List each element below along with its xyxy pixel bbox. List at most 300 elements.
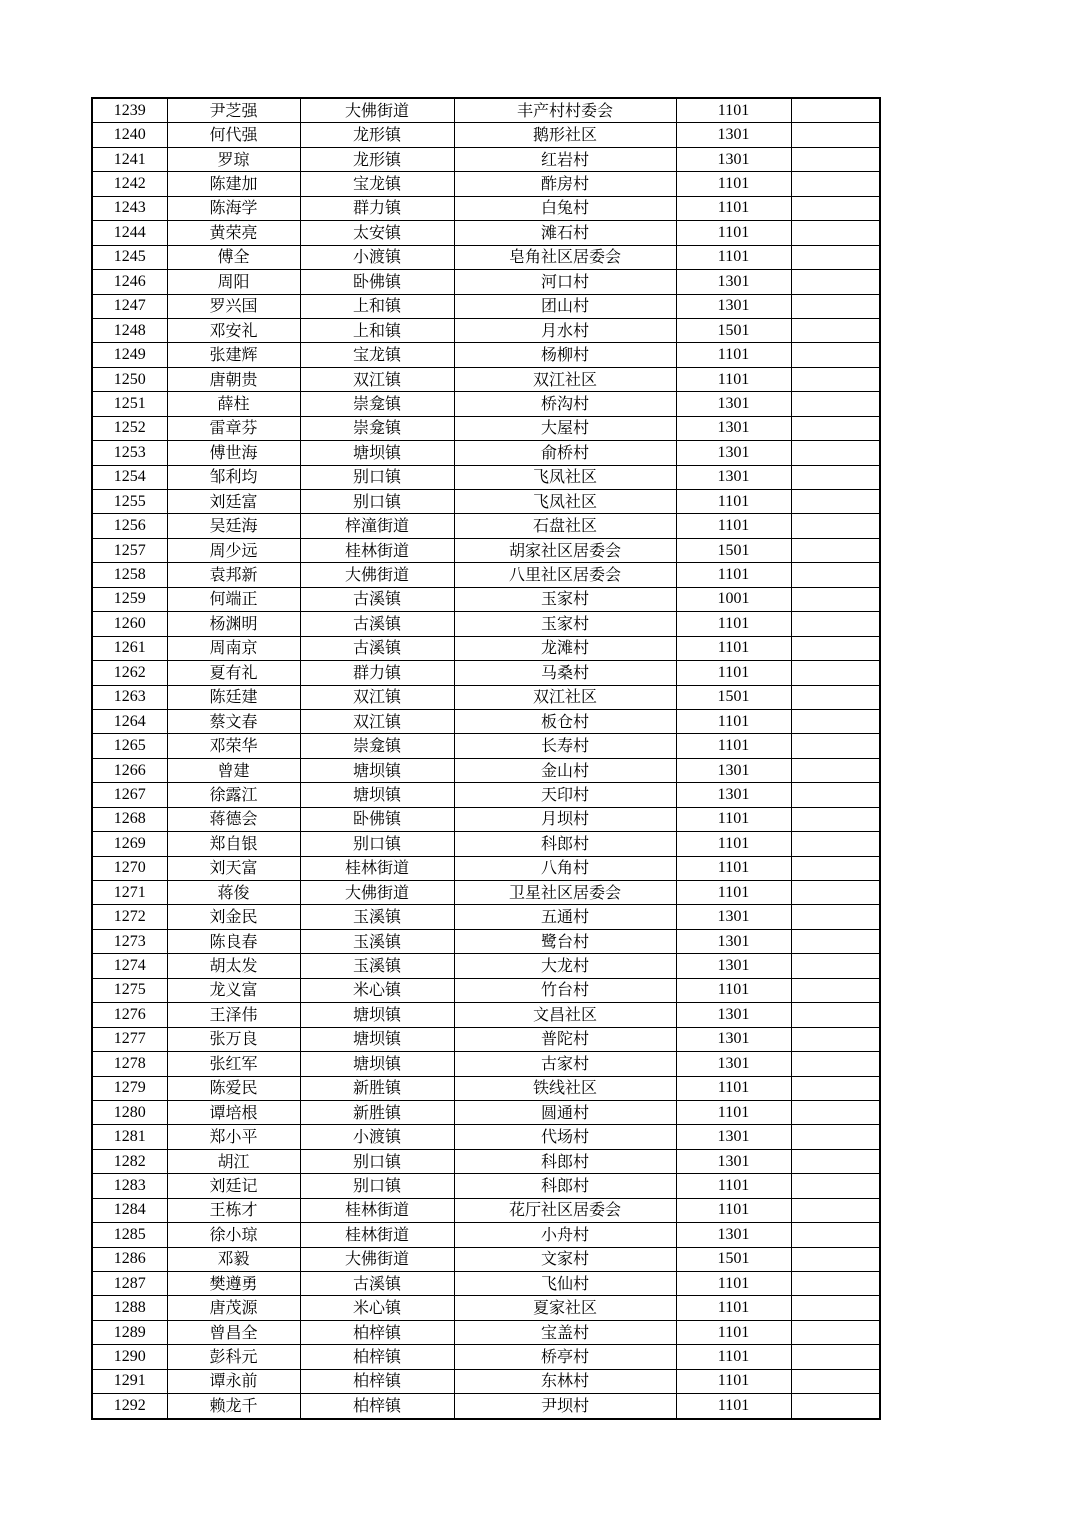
village-cell: 飞凤社区 [454,490,676,514]
township-cell: 柏梓镇 [300,1394,454,1419]
name-cell: 刘金民 [167,905,300,929]
township-cell: 小渡镇 [300,1125,454,1149]
township-cell: 卧佛镇 [300,807,454,831]
row-number-cell: 1262 [92,661,167,685]
table-row [92,318,880,342]
table-row [92,709,880,733]
code-cell: 1501 [676,1247,791,1271]
name-cell: 陈爱民 [167,1076,300,1100]
table-row [92,685,880,709]
township-cell: 大佛街道 [300,881,454,905]
note-cell [791,490,880,514]
village-cell: 桥沟村 [454,392,676,416]
code-cell: 1101 [676,709,791,733]
row-number-cell: 1243 [92,196,167,220]
township-cell: 别口镇 [300,1149,454,1173]
village-cell: 长寿村 [454,734,676,758]
code-cell: 1301 [676,1027,791,1051]
code-cell: 1101 [676,1320,791,1344]
table-row [92,343,880,367]
village-cell: 八角村 [454,856,676,880]
table-row [92,1100,880,1124]
code-cell: 1101 [676,734,791,758]
name-cell: 周阳 [167,270,300,294]
code-cell: 1301 [676,270,791,294]
village-cell: 竹台村 [454,978,676,1002]
township-cell: 群力镇 [300,661,454,685]
table-row [92,881,880,905]
table-row [92,856,880,880]
table-row [92,1247,880,1271]
name-cell: 王泽伟 [167,1003,300,1027]
township-cell: 崇龛镇 [300,734,454,758]
name-cell: 陈建加 [167,172,300,196]
row-number-cell: 1287 [92,1272,167,1296]
name-cell: 蒋德会 [167,807,300,831]
note-cell [791,636,880,660]
name-cell: 袁邦新 [167,563,300,587]
village-cell: 文家村 [454,1247,676,1271]
table-row [92,734,880,758]
township-cell: 米心镇 [300,978,454,1002]
name-cell: 薛柱 [167,392,300,416]
code-cell: 1101 [676,612,791,636]
village-cell: 古家村 [454,1052,676,1076]
name-cell: 郑小平 [167,1125,300,1149]
note-cell [791,1052,880,1076]
name-cell: 吴廷海 [167,514,300,538]
code-cell: 1301 [676,1125,791,1149]
note-cell [791,1027,880,1051]
table-row [92,123,880,147]
row-number-cell: 1285 [92,1223,167,1247]
table-row [92,783,880,807]
code-cell: 1301 [676,416,791,440]
table-row [92,221,880,245]
name-cell: 傅全 [167,245,300,269]
table-row [92,416,880,440]
name-cell: 胡太发 [167,954,300,978]
name-cell: 邓荣华 [167,734,300,758]
code-cell: 1101 [676,98,791,123]
name-cell: 曾建 [167,758,300,782]
village-cell: 科郎村 [454,1149,676,1173]
table-row [92,1198,880,1222]
village-cell: 金山村 [454,758,676,782]
code-cell: 1101 [676,661,791,685]
note-cell [791,343,880,367]
name-cell: 罗兴国 [167,294,300,318]
township-cell: 新胜镇 [300,1076,454,1100]
township-cell: 大佛街道 [300,1247,454,1271]
table-row [92,441,880,465]
code-cell: 1001 [676,587,791,611]
name-cell: 彭科元 [167,1345,300,1369]
village-cell: 夏家社区 [454,1296,676,1320]
row-number-cell: 1284 [92,1198,167,1222]
village-cell: 胡家社区居委会 [454,538,676,562]
row-number-cell: 1273 [92,929,167,953]
row-number-cell: 1244 [92,221,167,245]
table-row [92,954,880,978]
township-cell: 塘坝镇 [300,758,454,782]
table-row [92,367,880,391]
note-cell [791,734,880,758]
code-cell: 1501 [676,318,791,342]
code-cell: 1501 [676,538,791,562]
table-row [92,490,880,514]
name-cell: 邹利均 [167,465,300,489]
village-cell: 河口村 [454,270,676,294]
township-cell: 塘坝镇 [300,441,454,465]
township-cell: 古溪镇 [300,587,454,611]
village-cell: 铁线社区 [454,1076,676,1100]
township-cell: 柏梓镇 [300,1320,454,1344]
village-cell: 马桑村 [454,661,676,685]
village-cell: 科郎村 [454,1174,676,1198]
note-cell [791,514,880,538]
note-cell [791,1174,880,1198]
township-cell: 龙形镇 [300,123,454,147]
township-cell: 双江镇 [300,685,454,709]
row-number-cell: 1288 [92,1296,167,1320]
code-cell: 1301 [676,1149,791,1173]
row-number-cell: 1259 [92,587,167,611]
row-number-cell: 1258 [92,563,167,587]
township-cell: 太安镇 [300,221,454,245]
table-row [92,196,880,220]
table-row [92,1369,880,1393]
township-cell: 卧佛镇 [300,270,454,294]
note-cell [791,758,880,782]
code-cell: 1301 [676,1003,791,1027]
village-cell: 俞桥村 [454,441,676,465]
table-row [92,1003,880,1027]
row-number-cell: 1266 [92,758,167,782]
note-cell [791,1247,880,1271]
village-cell: 宝盖村 [454,1320,676,1344]
note-cell [791,832,880,856]
row-number-cell: 1248 [92,318,167,342]
code-cell: 1101 [676,807,791,831]
note-cell [791,245,880,269]
name-cell: 杨渊明 [167,612,300,636]
code-cell: 1501 [676,685,791,709]
note-cell [791,881,880,905]
note-cell [791,221,880,245]
name-cell: 徐小琼 [167,1223,300,1247]
name-cell: 傅世海 [167,441,300,465]
township-cell: 桂林街道 [300,538,454,562]
code-cell: 1101 [676,1394,791,1419]
village-cell: 飞仙村 [454,1272,676,1296]
row-number-cell: 1241 [92,147,167,171]
village-cell: 飞凤社区 [454,465,676,489]
village-cell: 卫星社区居委会 [454,881,676,905]
table-row [92,98,880,123]
note-cell [791,147,880,171]
row-number-cell: 1289 [92,1320,167,1344]
row-number-cell: 1268 [92,807,167,831]
note-cell [791,1394,880,1419]
name-cell: 郑自银 [167,832,300,856]
village-cell: 石盘社区 [454,514,676,538]
village-cell: 大龙村 [454,954,676,978]
note-cell [791,954,880,978]
table-row [92,1052,880,1076]
code-cell: 1101 [676,1272,791,1296]
row-number-cell: 1240 [92,123,167,147]
village-cell: 花厅社区居委会 [454,1198,676,1222]
note-cell [791,367,880,391]
table-row [92,1272,880,1296]
table-row [92,1027,880,1051]
table-row [92,563,880,587]
table-row [92,807,880,831]
village-cell: 鹭台村 [454,929,676,953]
village-cell: 桥亭村 [454,1345,676,1369]
note-cell [791,1272,880,1296]
township-cell: 玉溪镇 [300,905,454,929]
code-cell: 1301 [676,294,791,318]
note-cell [791,661,880,685]
row-number-cell: 1257 [92,538,167,562]
name-cell: 刘廷富 [167,490,300,514]
note-cell [791,98,880,123]
note-cell [791,294,880,318]
table-row [92,514,880,538]
note-cell [791,1100,880,1124]
table-row [92,1345,880,1369]
township-cell: 龙形镇 [300,147,454,171]
name-cell: 罗琼 [167,147,300,171]
code-cell: 1301 [676,905,791,929]
note-cell [791,196,880,220]
township-cell: 别口镇 [300,465,454,489]
table-row [92,1394,880,1419]
code-cell: 1101 [676,490,791,514]
note-cell [791,612,880,636]
row-number-cell: 1250 [92,367,167,391]
table-row [92,758,880,782]
row-number-cell: 1286 [92,1247,167,1271]
township-cell: 别口镇 [300,832,454,856]
row-number-cell: 1274 [92,954,167,978]
township-cell: 塘坝镇 [300,783,454,807]
township-cell: 柏梓镇 [300,1345,454,1369]
note-cell [791,783,880,807]
table-row [92,661,880,685]
row-number-cell: 1277 [92,1027,167,1051]
village-cell: 团山村 [454,294,676,318]
row-number-cell: 1271 [92,881,167,905]
village-cell: 天印村 [454,783,676,807]
code-cell: 1101 [676,1198,791,1222]
name-cell: 蔡文春 [167,709,300,733]
name-cell: 谭永前 [167,1369,300,1393]
name-cell: 黄荣亮 [167,221,300,245]
row-number-cell: 1246 [92,270,167,294]
row-number-cell: 1245 [92,245,167,269]
name-cell: 曾昌全 [167,1320,300,1344]
row-number-cell: 1292 [92,1394,167,1419]
row-number-cell: 1255 [92,490,167,514]
table-row [92,1125,880,1149]
name-cell: 邓安礼 [167,318,300,342]
table-row [92,587,880,611]
village-cell: 尹坝村 [454,1394,676,1419]
township-cell: 群力镇 [300,196,454,220]
row-number-cell: 1278 [92,1052,167,1076]
township-cell: 古溪镇 [300,636,454,660]
name-cell: 陈海学 [167,196,300,220]
village-cell: 五通村 [454,905,676,929]
village-cell: 玉家村 [454,587,676,611]
village-cell: 皂角社区居委会 [454,245,676,269]
row-number-cell: 1264 [92,709,167,733]
village-cell: 板仓村 [454,709,676,733]
note-cell [791,1320,880,1344]
note-cell [791,905,880,929]
code-cell: 1101 [676,245,791,269]
name-cell: 刘天富 [167,856,300,880]
row-number-cell: 1283 [92,1174,167,1198]
row-number-cell: 1280 [92,1100,167,1124]
village-cell: 月坝村 [454,807,676,831]
code-cell: 1101 [676,1296,791,1320]
note-cell [791,1076,880,1100]
township-cell: 上和镇 [300,294,454,318]
note-cell [791,1296,880,1320]
name-cell: 夏有礼 [167,661,300,685]
row-number-cell: 1282 [92,1149,167,1173]
village-cell: 东林村 [454,1369,676,1393]
table-row [92,1320,880,1344]
note-cell [791,1223,880,1247]
code-cell: 1101 [676,856,791,880]
township-cell: 大佛街道 [300,563,454,587]
township-cell: 宝龙镇 [300,172,454,196]
table-row [92,1174,880,1198]
code-cell: 1101 [676,563,791,587]
row-number-cell: 1269 [92,832,167,856]
table-row [92,832,880,856]
name-cell: 陈良春 [167,929,300,953]
code-cell: 1301 [676,392,791,416]
name-cell: 周少远 [167,538,300,562]
table-row [92,147,880,171]
row-number-cell: 1242 [92,172,167,196]
row-number-cell: 1252 [92,416,167,440]
name-cell: 蒋俊 [167,881,300,905]
township-cell: 上和镇 [300,318,454,342]
row-number-cell: 1290 [92,1345,167,1369]
village-cell: 代场村 [454,1125,676,1149]
township-cell: 玉溪镇 [300,929,454,953]
code-cell: 1101 [676,1076,791,1100]
name-cell: 邓毅 [167,1247,300,1271]
name-cell: 雷章芬 [167,416,300,440]
village-cell: 八里社区居委会 [454,563,676,587]
table-body [92,98,880,1419]
note-cell [791,1369,880,1393]
village-cell: 小舟村 [454,1223,676,1247]
village-cell: 双江社区 [454,685,676,709]
table-row [92,905,880,929]
row-number-cell: 1279 [92,1076,167,1100]
township-cell: 桂林街道 [300,1223,454,1247]
note-cell [791,978,880,1002]
village-cell: 杨柳村 [454,343,676,367]
village-cell: 滩石村 [454,221,676,245]
village-cell: 圆通村 [454,1100,676,1124]
note-cell [791,465,880,489]
name-cell: 张红军 [167,1052,300,1076]
township-cell: 古溪镇 [300,612,454,636]
code-cell: 1101 [676,832,791,856]
row-number-cell: 1239 [92,98,167,123]
code-cell: 1301 [676,441,791,465]
name-cell: 徐露江 [167,783,300,807]
village-cell: 丰产村村委会 [454,98,676,123]
code-cell: 1101 [676,978,791,1002]
note-cell [791,856,880,880]
township-cell: 小渡镇 [300,245,454,269]
note-cell [791,807,880,831]
code-cell: 1301 [676,783,791,807]
code-cell: 1101 [676,196,791,220]
table-row [92,294,880,318]
row-number-cell: 1267 [92,783,167,807]
note-cell [791,929,880,953]
row-number-cell: 1249 [92,343,167,367]
row-number-cell: 1261 [92,636,167,660]
name-cell: 尹芝强 [167,98,300,123]
village-cell: 红岩村 [454,147,676,171]
row-number-cell: 1265 [92,734,167,758]
name-cell: 王栋才 [167,1198,300,1222]
table-row [92,636,880,660]
name-cell: 何代强 [167,123,300,147]
village-cell: 文昌社区 [454,1003,676,1027]
note-cell [791,441,880,465]
table-row [92,1296,880,1320]
code-cell: 1301 [676,1052,791,1076]
code-cell: 1101 [676,1100,791,1124]
township-cell: 大佛街道 [300,98,454,123]
code-cell: 1101 [676,1174,791,1198]
village-cell: 龙滩村 [454,636,676,660]
township-cell: 柏梓镇 [300,1369,454,1393]
township-cell: 梓潼街道 [300,514,454,538]
code-cell: 1101 [676,1345,791,1369]
table-row [92,172,880,196]
table-row [92,245,880,269]
note-cell [791,587,880,611]
table-row [92,465,880,489]
code-cell: 1301 [676,465,791,489]
name-cell: 陈廷建 [167,685,300,709]
name-cell: 周南京 [167,636,300,660]
township-cell: 双江镇 [300,709,454,733]
township-cell: 米心镇 [300,1296,454,1320]
township-cell: 桂林街道 [300,1198,454,1222]
township-cell: 古溪镇 [300,1272,454,1296]
village-cell: 玉家村 [454,612,676,636]
code-cell: 1101 [676,367,791,391]
note-cell [791,538,880,562]
name-cell: 唐茂源 [167,1296,300,1320]
